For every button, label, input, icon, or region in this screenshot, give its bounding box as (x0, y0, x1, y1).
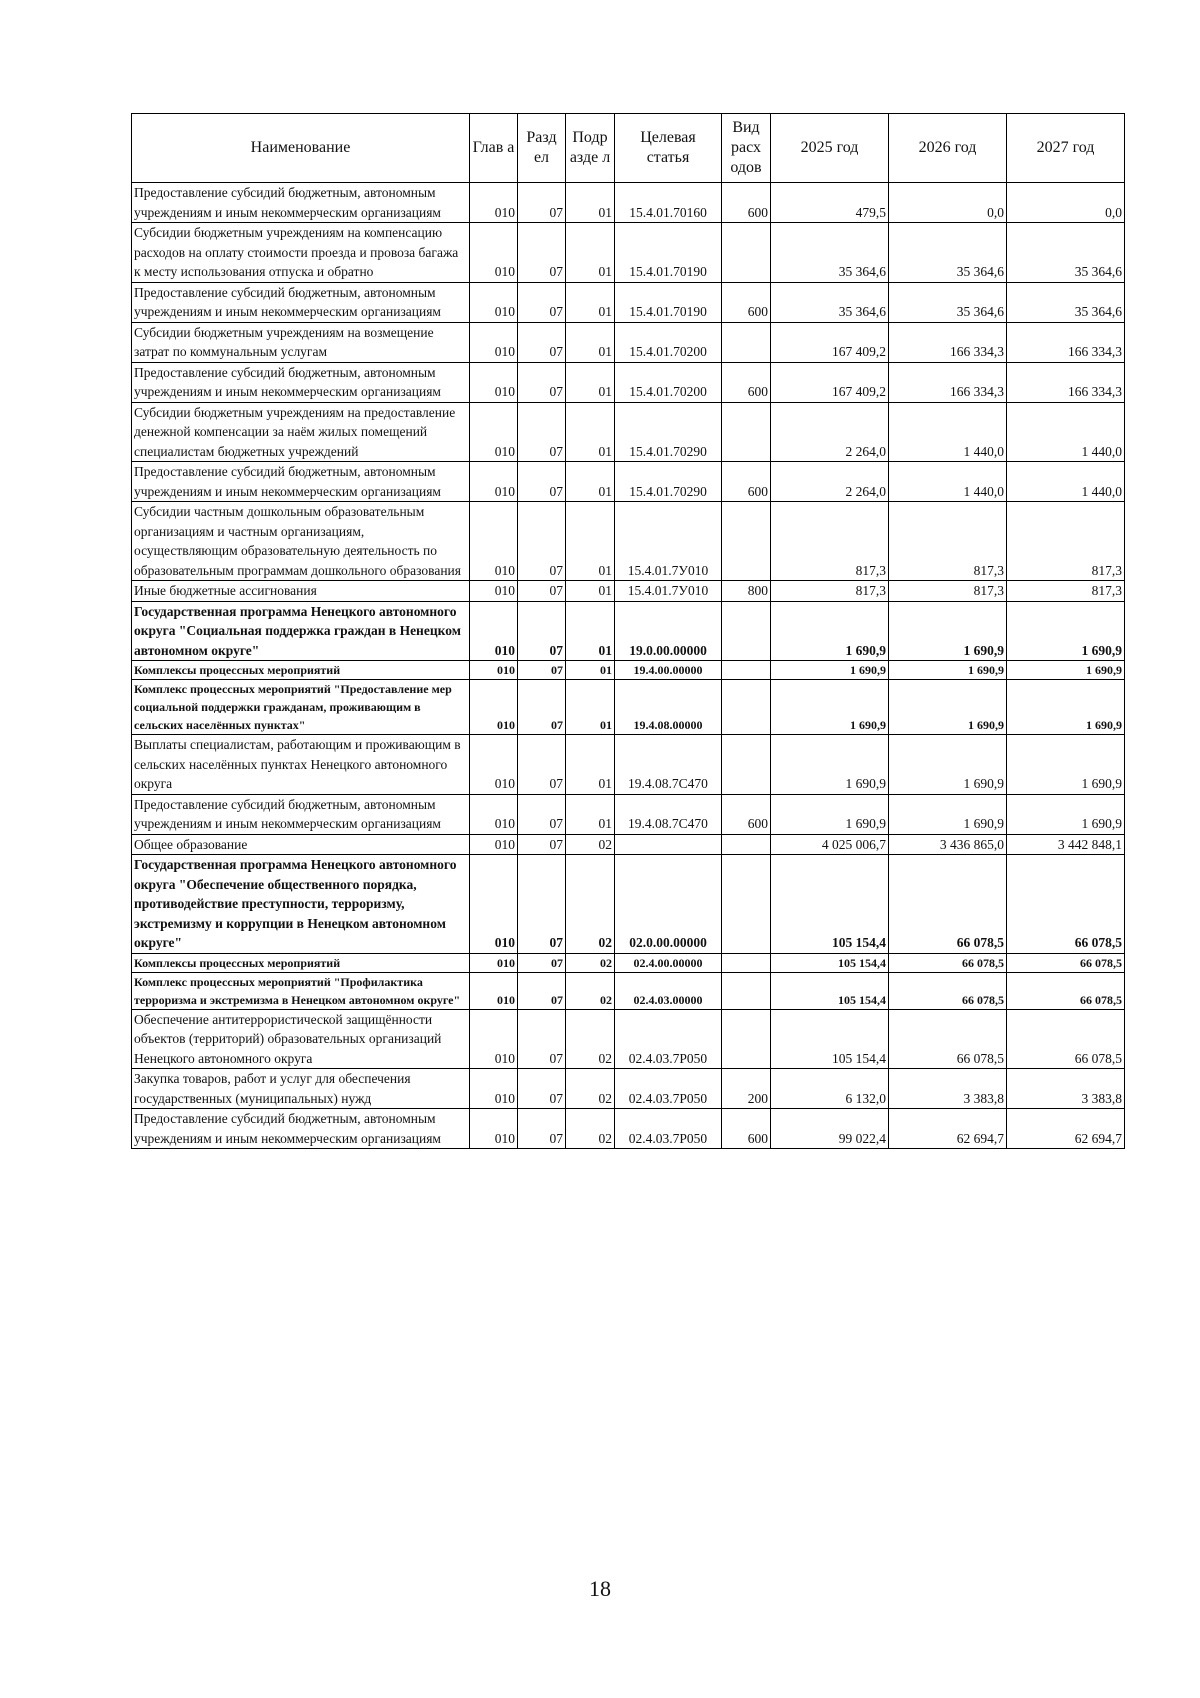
row-vid-cell: 600 (722, 1109, 771, 1149)
row-2027-cell: 1 690,9 (1007, 661, 1125, 680)
row-razdel-cell: 07 (518, 502, 566, 581)
row-2025-cell: 35 364,6 (771, 282, 889, 322)
row-article-cell: 19.4.00.00000 (615, 661, 722, 680)
row-2025-cell: 817,3 (771, 502, 889, 581)
row-podrazdel-cell: 01 (566, 282, 615, 322)
row-podrazdel-cell: 01 (566, 735, 615, 795)
row-razdel-cell: 07 (518, 1109, 566, 1149)
row-2025-cell: 1 690,9 (771, 735, 889, 795)
row-2027-cell: 817,3 (1007, 581, 1125, 602)
row-glava-cell: 010 (470, 953, 518, 972)
row-2025-cell: 817,3 (771, 581, 889, 602)
row-2026-cell: 35 364,6 (889, 223, 1007, 283)
row-razdel-cell: 07 (518, 322, 566, 362)
row-vid-cell (722, 502, 771, 581)
row-name-cell: Предоставление субсидий бюджетным, автономным учреждениям и иным некоммерческим организациям (132, 462, 470, 502)
row-vid-cell (722, 601, 771, 661)
row-2026-cell: 817,3 (889, 502, 1007, 581)
row-name-cell: Комплексы процессных мероприятий (132, 953, 470, 972)
row-article-cell: 19.4.08.7С470 (615, 735, 722, 795)
row-2025-cell: 35 364,6 (771, 223, 889, 283)
row-name-cell: Государственная программа Ненецкого автономного округа "Социальная поддержка граждан в Ненецком автономном округе" (132, 601, 470, 661)
row-2025-cell: 105 154,4 (771, 972, 889, 1009)
row-vid-cell (722, 972, 771, 1009)
row-vid-cell: 600 (722, 183, 771, 223)
row-2026-cell: 66 078,5 (889, 1009, 1007, 1069)
row-name-cell: Предоставление субсидий бюджетным, автономным учреждениям и иным некоммерческим организациям (132, 183, 470, 223)
row-podrazdel-cell: 01 (566, 581, 615, 602)
row-2027-cell: 817,3 (1007, 502, 1125, 581)
row-name-cell: Субсидии частным дошкольным образовательным организациям и частным организациям, осуществляющим образовательную деятельность по образовательным программам дошкольного образования (132, 502, 470, 581)
row-2025-cell: 6 132,0 (771, 1069, 889, 1109)
row-vid-cell (722, 735, 771, 795)
table-row (132, 953, 1125, 972)
row-article-cell: 02.4.00.00000 (615, 953, 722, 972)
row-2026-cell: 3 436 865,0 (889, 834, 1007, 855)
row-razdel-cell: 07 (518, 972, 566, 1009)
row-name-cell: Государственная программа Ненецкого автономного округа "Обеспечение общественного порядка, противодействие преступности, терроризму, экстремизму и коррупции в Ненецком автономном округе" (132, 855, 470, 954)
row-glava-cell: 010 (470, 402, 518, 462)
row-article-cell: 15.4.01.70190 (615, 223, 722, 283)
row-article-cell: 15.4.01.70200 (615, 322, 722, 362)
table-row (132, 794, 1125, 834)
row-razdel-cell: 07 (518, 735, 566, 795)
row-podrazdel-cell: 01 (566, 322, 615, 362)
row-2026-cell: 166 334,3 (889, 362, 1007, 402)
row-razdel-cell: 07 (518, 1069, 566, 1109)
row-name-cell: Предоставление субсидий бюджетным, автономным учреждениям и иным некоммерческим организациям (132, 362, 470, 402)
row-2027-cell: 166 334,3 (1007, 322, 1125, 362)
row-2026-cell: 35 364,6 (889, 282, 1007, 322)
table-row (132, 855, 1125, 954)
row-2027-cell: 0,0 (1007, 183, 1125, 223)
row-2027-cell: 62 694,7 (1007, 1109, 1125, 1149)
row-2027-cell: 66 078,5 (1007, 1009, 1125, 1069)
row-podrazdel-cell: 02 (566, 834, 615, 855)
row-2025-cell: 1 690,9 (771, 680, 889, 735)
row-2025-cell: 99 022,4 (771, 1109, 889, 1149)
table-row (132, 223, 1125, 283)
row-name-cell: Субсидии бюджетным учреждениям на компенсацию расходов на оплату стоимости проезда и провоза багажа к месту использования отпуска и обратно (132, 223, 470, 283)
row-vid-cell: 600 (722, 282, 771, 322)
row-vid-cell: 600 (722, 794, 771, 834)
row-podrazdel-cell: 02 (566, 972, 615, 1009)
table-row (132, 680, 1125, 735)
row-2027-cell: 1 690,9 (1007, 735, 1125, 795)
row-2026-cell: 1 690,9 (889, 661, 1007, 680)
row-2025-cell: 1 690,9 (771, 661, 889, 680)
row-name-cell: Предоставление субсидий бюджетным, автономным учреждениям и иным некоммерческим организациям (132, 282, 470, 322)
row-glava-cell: 010 (470, 855, 518, 954)
row-glava-cell: 010 (470, 282, 518, 322)
row-article-cell: 15.4.01.70200 (615, 362, 722, 402)
row-2027-cell: 1 690,9 (1007, 794, 1125, 834)
header-2025: 2025 год (771, 114, 889, 183)
page-number: 18 (589, 1576, 611, 1601)
row-name-cell: Комплексы процессных мероприятий (132, 661, 470, 680)
table-row (132, 834, 1125, 855)
row-vid-cell (722, 855, 771, 954)
row-glava-cell: 010 (470, 1009, 518, 1069)
row-razdel-cell: 07 (518, 462, 566, 502)
row-2026-cell: 1 440,0 (889, 462, 1007, 502)
row-vid-cell: 800 (722, 581, 771, 602)
row-name-cell: Комплекс процессных мероприятий "Предоставление мер социальной поддержки гражданам, проживающим в сельских населённых пунктах" (132, 680, 470, 735)
row-2025-cell: 167 409,2 (771, 322, 889, 362)
row-razdel-cell: 07 (518, 953, 566, 972)
row-2027-cell: 35 364,6 (1007, 223, 1125, 283)
row-name-cell: Предоставление субсидий бюджетным, автономным учреждениям и иным некоммерческим организациям (132, 1109, 470, 1149)
table-row (132, 183, 1125, 223)
table-row (132, 735, 1125, 795)
row-2027-cell: 3 383,8 (1007, 1069, 1125, 1109)
header-2026: 2026 год (889, 114, 1007, 183)
table-row (132, 322, 1125, 362)
row-name-cell: Субсидии бюджетным учреждениям на возмещение затрат по коммунальным услугам (132, 322, 470, 362)
row-glava-cell: 010 (470, 1109, 518, 1149)
row-2025-cell: 105 154,4 (771, 953, 889, 972)
row-podrazdel-cell: 02 (566, 1109, 615, 1149)
row-2027-cell: 1 440,0 (1007, 402, 1125, 462)
row-glava-cell: 010 (470, 1069, 518, 1109)
row-vid-cell (722, 834, 771, 855)
row-glava-cell: 010 (470, 502, 518, 581)
row-podrazdel-cell: 01 (566, 794, 615, 834)
row-2027-cell: 66 078,5 (1007, 855, 1125, 954)
row-glava-cell: 010 (470, 183, 518, 223)
row-article-cell: 02.4.03.00000 (615, 972, 722, 1009)
row-glava-cell: 010 (470, 462, 518, 502)
row-glava-cell: 010 (470, 601, 518, 661)
row-vid-cell (722, 680, 771, 735)
row-podrazdel-cell: 02 (566, 953, 615, 972)
row-2026-cell: 1 440,0 (889, 402, 1007, 462)
row-name-cell: Субсидии бюджетным учреждениям на предоставление денежной компенсации за наём жилых помещений специалистам бюджетных учреждений (132, 402, 470, 462)
row-2025-cell: 167 409,2 (771, 362, 889, 402)
row-glava-cell: 010 (470, 362, 518, 402)
row-2027-cell: 1 690,9 (1007, 601, 1125, 661)
row-podrazdel-cell: 01 (566, 680, 615, 735)
row-podrazdel-cell: 01 (566, 462, 615, 502)
row-vid-cell: 600 (722, 362, 771, 402)
row-article-cell: 19.0.00.00000 (615, 601, 722, 661)
row-podrazdel-cell: 01 (566, 601, 615, 661)
row-article-cell (615, 834, 722, 855)
row-razdel-cell: 07 (518, 362, 566, 402)
row-article-cell: 15.4.01.70290 (615, 402, 722, 462)
table-row (132, 1009, 1125, 1069)
row-podrazdel-cell: 02 (566, 1069, 615, 1109)
row-name-cell: Иные бюджетные ассигнования (132, 581, 470, 602)
row-glava-cell: 010 (470, 680, 518, 735)
row-2026-cell: 3 383,8 (889, 1069, 1007, 1109)
row-article-cell: 02.0.00.00000 (615, 855, 722, 954)
row-name-cell: Обеспечение антитеррористической защищённости объектов (территорий) образовательных организаций Ненецкого автономного округа (132, 1009, 470, 1069)
row-2025-cell: 4 025 006,7 (771, 834, 889, 855)
row-2027-cell: 1 440,0 (1007, 462, 1125, 502)
row-razdel-cell: 07 (518, 402, 566, 462)
row-article-cell: 02.4.03.7Р050 (615, 1069, 722, 1109)
table-row (132, 601, 1125, 661)
row-vid-cell (722, 1009, 771, 1069)
row-name-cell: Выплаты специалистам, работающим и проживающим в сельских населённых пунктах Ненецкого автономного округа (132, 735, 470, 795)
row-glava-cell: 010 (470, 794, 518, 834)
row-article-cell: 15.4.01.70190 (615, 282, 722, 322)
row-article-cell: 02.4.03.7Р050 (615, 1009, 722, 1069)
budget-table (131, 113, 1125, 1149)
table-row (132, 362, 1125, 402)
row-2025-cell: 105 154,4 (771, 855, 889, 954)
header-razdel: Разд ел (518, 114, 566, 183)
row-article-cell: 15.4.01.7У010 (615, 502, 722, 581)
header-podrazdel: Подр азде л (566, 114, 615, 183)
row-razdel-cell: 07 (518, 581, 566, 602)
row-podrazdel-cell: 01 (566, 183, 615, 223)
row-article-cell: 02.4.03.7Р050 (615, 1109, 722, 1149)
table-row (132, 972, 1125, 1009)
header-2027: 2027 год (1007, 114, 1125, 183)
row-2026-cell: 1 690,9 (889, 601, 1007, 661)
table-row (132, 661, 1125, 680)
row-podrazdel-cell: 01 (566, 502, 615, 581)
table-row (132, 462, 1125, 502)
row-2026-cell: 166 334,3 (889, 322, 1007, 362)
row-podrazdel-cell: 01 (566, 362, 615, 402)
row-podrazdel-cell: 01 (566, 402, 615, 462)
row-podrazdel-cell: 02 (566, 855, 615, 954)
row-razdel-cell: 07 (518, 183, 566, 223)
row-podrazdel-cell: 01 (566, 223, 615, 283)
row-glava-cell: 010 (470, 735, 518, 795)
row-vid-cell: 200 (722, 1069, 771, 1109)
row-glava-cell: 010 (470, 834, 518, 855)
row-article-cell: 19.4.08.00000 (615, 680, 722, 735)
table-row (132, 1109, 1125, 1149)
row-razdel-cell: 07 (518, 855, 566, 954)
row-2027-cell: 66 078,5 (1007, 953, 1125, 972)
row-vid-cell (722, 661, 771, 680)
row-2027-cell: 1 690,9 (1007, 680, 1125, 735)
row-glava-cell: 010 (470, 223, 518, 283)
table-row (132, 581, 1125, 602)
row-podrazdel-cell: 01 (566, 661, 615, 680)
row-2027-cell: 35 364,6 (1007, 282, 1125, 322)
row-razdel-cell: 07 (518, 661, 566, 680)
row-article-cell: 15.4.01.70160 (615, 183, 722, 223)
row-name-cell: Предоставление субсидий бюджетным, автономным учреждениям и иным некоммерческим организациям (132, 794, 470, 834)
row-2026-cell: 817,3 (889, 581, 1007, 602)
row-2027-cell: 3 442 848,1 (1007, 834, 1125, 855)
row-article-cell: 15.4.01.7У010 (615, 581, 722, 602)
row-razdel-cell: 07 (518, 223, 566, 283)
row-2026-cell: 1 690,9 (889, 794, 1007, 834)
row-2026-cell: 66 078,5 (889, 953, 1007, 972)
header-article: Целевая статья (615, 114, 722, 183)
row-razdel-cell: 07 (518, 680, 566, 735)
row-name-cell: Общее образование (132, 834, 470, 855)
table-row (132, 502, 1125, 581)
row-2025-cell: 1 690,9 (771, 601, 889, 661)
row-article-cell: 19.4.08.7С470 (615, 794, 722, 834)
row-razdel-cell: 07 (518, 1009, 566, 1069)
row-razdel-cell: 07 (518, 601, 566, 661)
row-name-cell: Закупка товаров, работ и услуг для обеспечения государственных (муниципальных) нужд (132, 1069, 470, 1109)
table-row (132, 402, 1125, 462)
row-2025-cell: 2 264,0 (771, 402, 889, 462)
row-2026-cell: 66 078,5 (889, 972, 1007, 1009)
row-2026-cell: 62 694,7 (889, 1109, 1007, 1149)
row-razdel-cell: 07 (518, 834, 566, 855)
row-2025-cell: 105 154,4 (771, 1009, 889, 1069)
row-2026-cell: 1 690,9 (889, 735, 1007, 795)
table-row (132, 1069, 1125, 1109)
row-2026-cell: 1 690,9 (889, 680, 1007, 735)
row-vid-cell (722, 953, 771, 972)
table-header-row (132, 114, 1125, 183)
row-vid-cell: 600 (722, 462, 771, 502)
row-vid-cell (722, 402, 771, 462)
header-vid: Вид расх одов (722, 114, 771, 183)
header-name: Наименование (132, 114, 470, 183)
row-glava-cell: 010 (470, 661, 518, 680)
row-razdel-cell: 07 (518, 794, 566, 834)
row-2026-cell: 0,0 (889, 183, 1007, 223)
table-row (132, 282, 1125, 322)
row-vid-cell (722, 223, 771, 283)
row-podrazdel-cell: 02 (566, 1009, 615, 1069)
row-glava-cell: 010 (470, 972, 518, 1009)
row-2025-cell: 2 264,0 (771, 462, 889, 502)
row-name-cell: Комплекс процессных мероприятий "Профилактика терроризма и экстремизма в Ненецком автономном округе" (132, 972, 470, 1009)
row-2026-cell: 66 078,5 (889, 855, 1007, 954)
row-glava-cell: 010 (470, 322, 518, 362)
header-glava: Глав а (470, 114, 518, 183)
row-vid-cell (722, 322, 771, 362)
row-2027-cell: 166 334,3 (1007, 362, 1125, 402)
row-2025-cell: 479,5 (771, 183, 889, 223)
row-2027-cell: 66 078,5 (1007, 972, 1125, 1009)
row-article-cell: 15.4.01.70290 (615, 462, 722, 502)
row-glava-cell: 010 (470, 581, 518, 602)
row-razdel-cell: 07 (518, 282, 566, 322)
row-2025-cell: 1 690,9 (771, 794, 889, 834)
